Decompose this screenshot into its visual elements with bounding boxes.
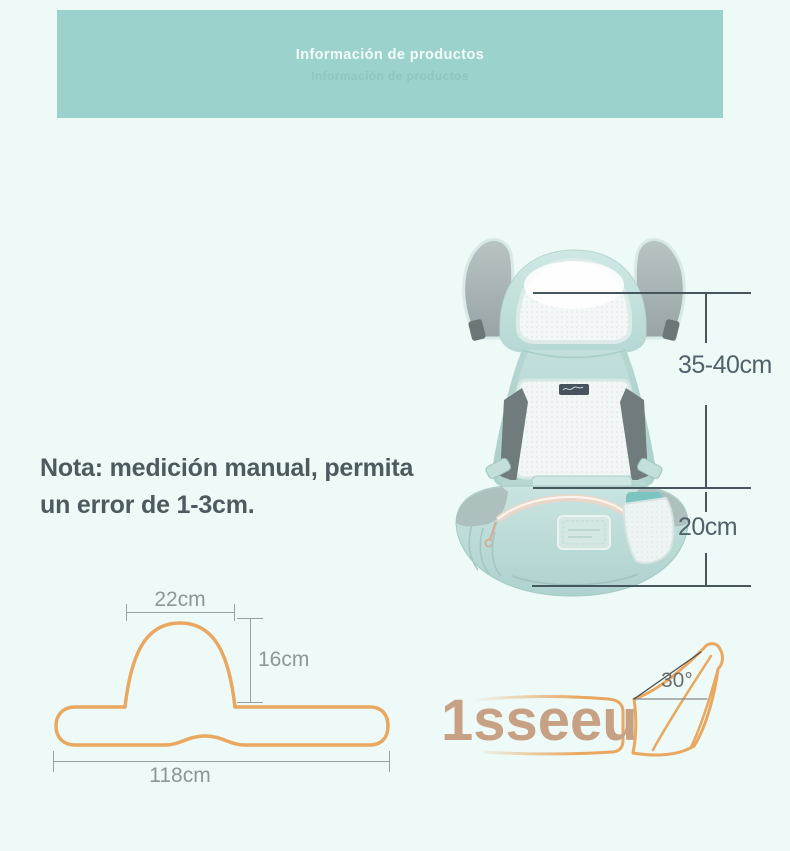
hump-width-line <box>126 612 235 613</box>
seat-label <box>558 516 610 549</box>
banner-title: Información de productos <box>295 47 485 63</box>
torso-height-label: 35-40cm <box>678 351 772 379</box>
product-photo <box>440 230 760 610</box>
brand-tag <box>559 384 589 395</box>
dimension-line-top <box>533 292 751 294</box>
total-width-line <box>53 761 390 762</box>
banner-ghost-text: Información de productos <box>311 69 469 83</box>
measurement-note <box>40 450 480 524</box>
dimension-line-middle <box>533 487 751 489</box>
hump-height-label: 16cm <box>258 648 310 671</box>
hump-width-tick-left <box>126 604 127 621</box>
total-width-label: 118cm <box>149 764 211 787</box>
hump-height-tick-bottom <box>237 702 263 703</box>
hump-width-tick-right <box>234 604 235 621</box>
dimension-tick-1 <box>705 292 707 343</box>
belt-outline <box>56 623 388 745</box>
seat-angle-label: 30° <box>661 669 693 692</box>
seat-height-label: 20cm <box>678 513 738 541</box>
dimension-tick-2 <box>705 405 707 487</box>
total-width-tick-right <box>389 751 390 772</box>
hip-seat <box>456 486 688 596</box>
dimension-tick-3 <box>705 492 707 512</box>
head-rest <box>500 250 646 352</box>
total-width-tick-left <box>53 751 54 772</box>
dimension-line-bottom <box>532 585 751 587</box>
brand-watermark: 1sseeu <box>441 688 638 753</box>
carrier-body <box>485 350 664 487</box>
note-line-2: un error de 1-3cm. <box>40 491 255 519</box>
note-line-1: Nota: medición manual, permita <box>40 454 414 482</box>
dimension-tick-4 <box>705 553 707 585</box>
hump-height-tick-top <box>237 618 263 619</box>
header-banner <box>57 10 723 118</box>
hump-width-label: 22cm <box>154 588 206 611</box>
hump-height-line <box>250 618 251 703</box>
